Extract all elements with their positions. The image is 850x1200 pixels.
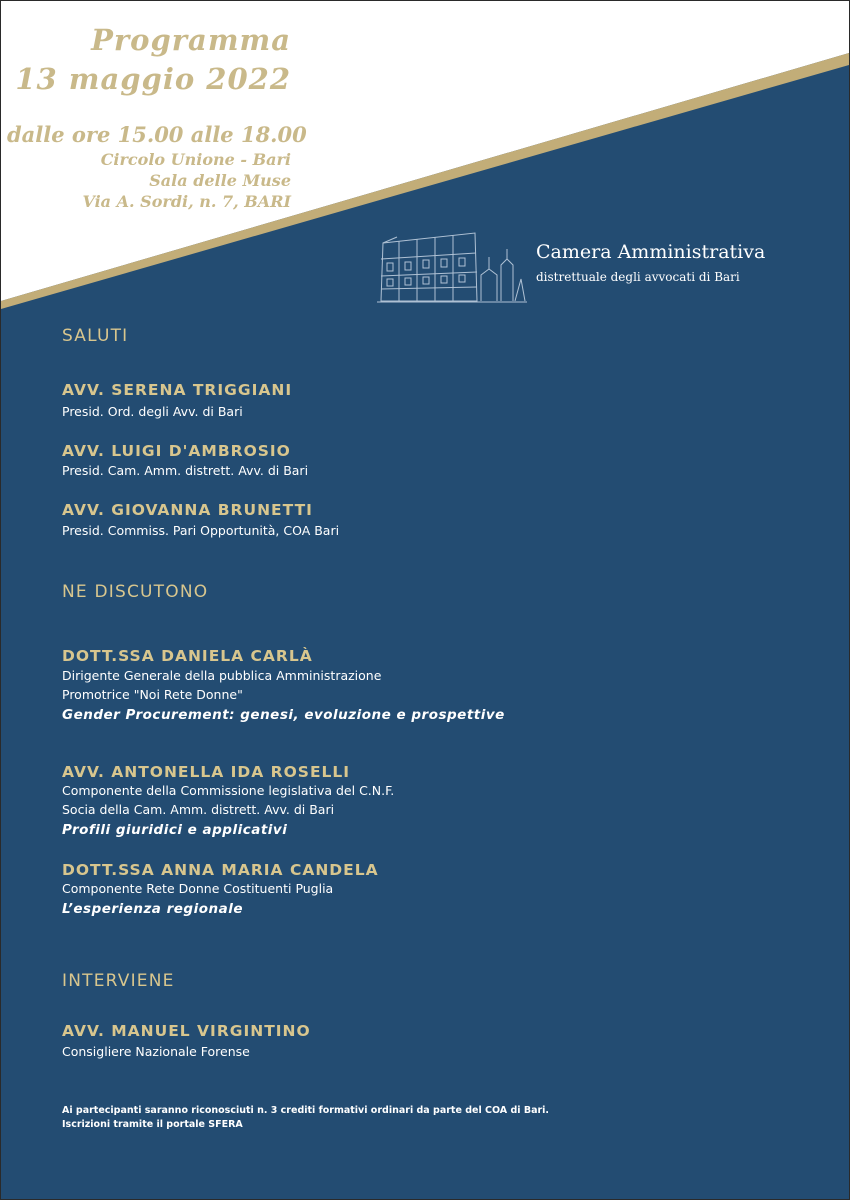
- talk-title: Gender Procurement: genesi, evoluzione e prospettive: [62, 707, 505, 723]
- venue-line-1: Circolo Unione - Bari: [100, 150, 291, 169]
- talk-title: Profili giuridici e applicativi: [62, 822, 288, 838]
- speaker-role: Promotrice "Noi Rete Donne": [62, 687, 243, 702]
- speaker-role: Dirigente Generale della pubblica Amministrazione: [62, 668, 382, 683]
- speaker-name: AVV. SERENA TRIGGIANI: [62, 381, 293, 399]
- venue-line-2: Sala delle Muse: [149, 171, 291, 190]
- speaker-role: Presid. Ord. degli Avv. di Bari: [62, 404, 243, 419]
- section-ne-discutono: NE DISCUTONO: [62, 582, 209, 602]
- venue-line-3: Via A. Sordi, n. 7, BARI: [82, 192, 291, 211]
- section-interviene: INTERVIENE: [62, 971, 175, 991]
- speaker-name: AVV. GIOVANNA BRUNETTI: [62, 501, 313, 519]
- program-time: dalle ore 15.00 alle 18.00: [7, 122, 307, 147]
- program-date: 13 maggio 2022: [15, 62, 291, 96]
- speaker-role: Socia della Cam. Amm. distrett. Avv. di Bari: [62, 802, 335, 817]
- speaker-role: Presid. Commiss. Pari Opportunità, COA Bari: [62, 523, 340, 538]
- speaker-name: AVV. MANUEL VIRGINTINO: [62, 1022, 311, 1040]
- section-saluti: SALUTI: [62, 326, 129, 346]
- footer-credits: Ai partecipanti saranno riconosciuti n. 3 crediti formativi ordinari da parte del COA di Bari.: [62, 1105, 550, 1116]
- speaker-role: Componente della Commissione legislativa del C.N.F.: [62, 783, 395, 798]
- speaker-role: Presid. Cam. Amm. distrett. Avv. di Bari: [62, 463, 309, 478]
- speaker-name: DOTT.SSA ANNA MARIA CANDELA: [62, 861, 379, 879]
- logo-subtitle: distrettuale degli avvocati di Bari: [536, 270, 740, 284]
- speaker-name: AVV. ANTONELLA IDA ROSELLI: [62, 763, 351, 781]
- building-illustration-icon: [377, 229, 527, 305]
- speaker-name: AVV. LUIGI D'AMBROSIO: [62, 442, 291, 460]
- program-title: Programma: [91, 23, 291, 57]
- talk-title: L’esperienza regionale: [62, 901, 243, 917]
- speaker-name: DOTT.SSA DANIELA CARLÀ: [62, 647, 313, 665]
- logo-title: Camera Amministrativa: [536, 241, 766, 263]
- speaker-role: Consigliere Nazionale Forense: [62, 1044, 250, 1059]
- speaker-role: Componente Rete Donne Costituenti Puglia: [62, 881, 334, 896]
- footer-registration: Iscrizioni tramite il portale SFERA: [62, 1119, 243, 1130]
